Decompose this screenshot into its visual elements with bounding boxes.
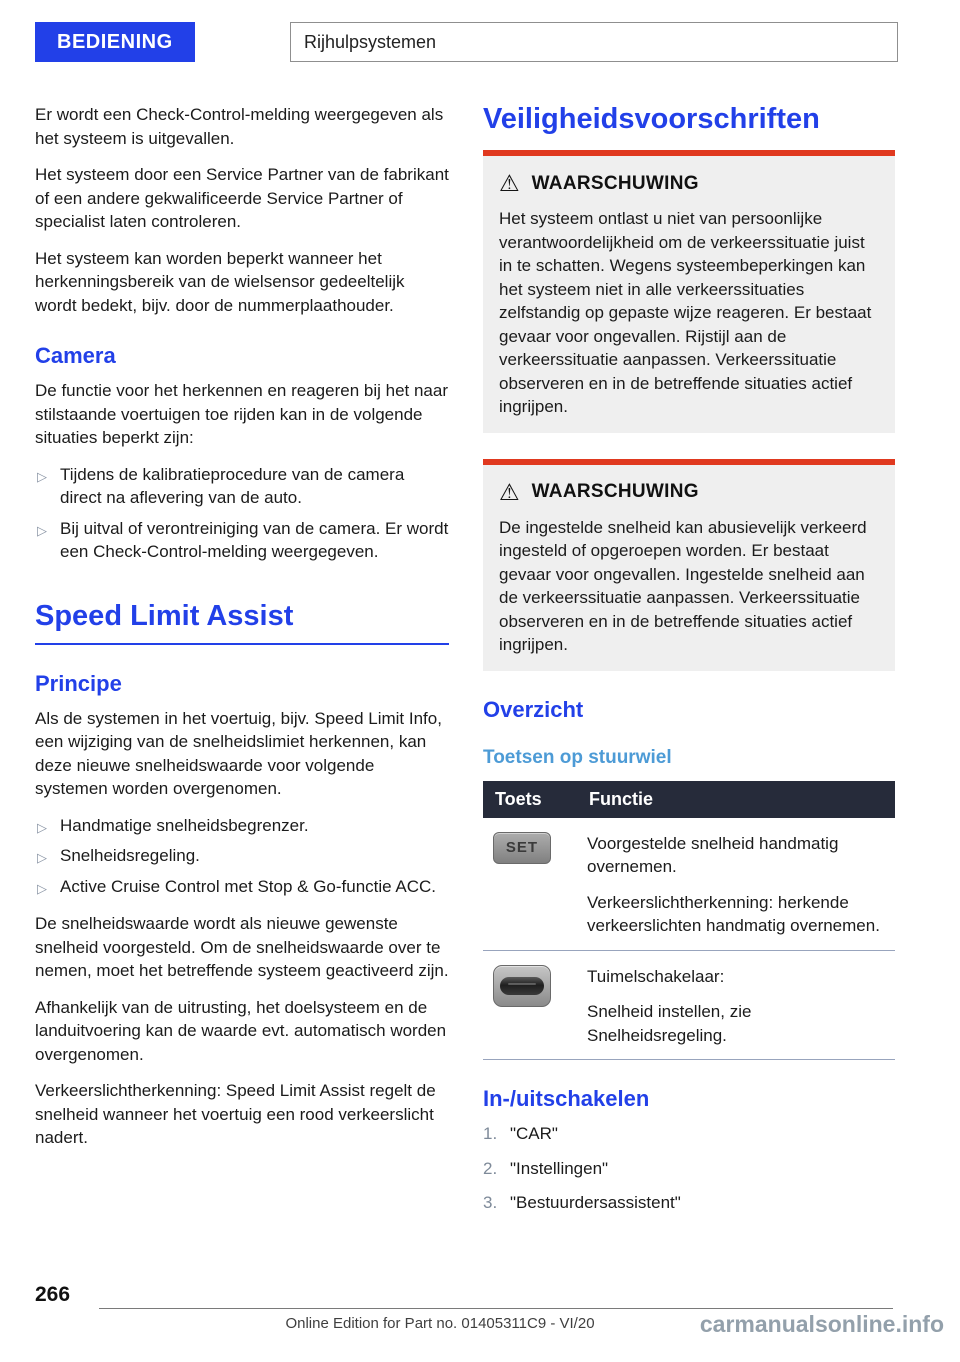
table-text-line: Snelheid instellen, zie Snelheidsregeling. [587,1002,752,1045]
heading-speed-limit-assist: Speed Limit Assist [35,600,449,645]
table-cell-text [577,950,895,1060]
rocker-switch-icon [493,965,551,1007]
warning-body: Het systeem ontlast u niet van persoonlijke verantwoordelijkheid om de verkeerssituatie juist in te schatten. Wegens systeembeperkingen kan het systeem niet in alle verkeerssituaties zelfstandig op gepaste wijze reageren. Er bestaat gevaar voor ongevallen. Rijstijl aan de verkeerssituatie aanpassen. Verkeerssituatie observeren en in de betreffende situaties actief ingrijpen. [499,209,872,416]
list-item [35,844,449,868]
table-cell-icon [483,818,577,951]
column-header-functie: Functie [577,781,895,818]
left-column [35,103,449,1163]
list-item-text: Tijdens de kalibratieprocedure van de camera direct na aflevering van de auto. [60,464,405,507]
paragraph: De snelheidswaarde wordt als nieuwe gewenste snelheid voorgesteld. Om de snelheidswaarde over te nemen, moet het betreffende systeem geactiveerd zijn. [35,914,449,980]
list-item [35,463,449,510]
set-button-icon [493,832,551,864]
list-item-text: Bij uitval of verontreiniging van de camera. Er wordt een Check-Control-melding weergegeven. [60,518,449,561]
footer-rule [99,1308,893,1309]
steering-wheel-buttons-table [483,781,895,1061]
list-item [35,875,449,899]
table-header-row [483,781,895,818]
step-number: 2. [483,1158,498,1178]
list-item-text: Active Cruise Control met Stop & Go-functie ACC. [60,876,437,896]
principe-bullet-list [35,814,449,899]
activation-steps [483,1122,895,1215]
heading-overzicht: Overzicht [483,696,584,722]
list-item [35,814,449,838]
step-label: "Instellingen" [510,1158,609,1178]
step-label: "Bestuurdersassistent" [510,1193,681,1212]
step-label: "CAR" [510,1124,558,1143]
warning-title: WAARSCHUWING [531,172,699,194]
column-header-toets: Toets [483,781,577,818]
warning-icon: ⚠ [499,478,520,505]
heading-principe: Principe [35,670,122,696]
paragraph: De functie voor het herkennen en reageren bij het naar stilstaande voertuigen toe rijden kan in de volgende situaties beperkt zijn: [35,381,448,447]
set-button-label: SET [505,839,539,856]
table-row [483,818,895,951]
paragraph: Het systeem kan worden beperkt wanneer het herkenningsbereik van de wielsensor gedeeltelijk wordt bedekt, bijv. door de nummerplaathouder. [35,248,405,315]
list-item-text: Handmatige snelheidsbegrenzer. [60,815,309,835]
camera-bullet-list [35,463,449,564]
list-item [35,517,449,564]
triangle-bullet-icon: ▷ [37,880,47,896]
watermark: carmanualsonline.info [699,1311,944,1337]
step-item [483,1157,895,1181]
triangle-bullet-icon: ▷ [37,522,47,538]
warning-icon: ⚠ [499,170,520,196]
section-badge: BEDIENING [35,22,195,62]
right-column [483,103,895,1226]
paragraph: Verkeerslichtherkenning: Speed Limit Assist regelt de snelheid wanneer het voertuig een rood verkeerslicht nadert. [35,1081,436,1147]
table-cell-text [577,818,895,951]
warning-box [483,150,895,433]
table-cell-icon [483,950,577,1060]
warning-header [499,478,879,505]
paragraph: Het systeem door een Service Partner van de fabrikant of een andere gekwalificeerde Service Partner of specialist laten controleren. [35,165,449,231]
list-item-text: Snelheidsregeling. [60,846,200,865]
edition-note: Online Edition for Part no. 01405311C9 - VI/20 [285,1315,595,1332]
page-number: 266 [35,1283,71,1306]
warning-box [483,459,895,671]
chapter-title: Rijhulpsystemen [290,22,898,62]
table-row [483,950,895,1060]
step-number: 3. [483,1193,498,1212]
step-item [483,1122,895,1146]
paragraph: Afhankelijk van de uitrusting, het doelsysteem en de landuitvoering kan de waarde evt. automatisch worden overgenomen. [35,997,447,1064]
warning-title: WAARSCHUWING [531,481,699,502]
triangle-bullet-icon: ▷ [37,468,47,484]
warning-body: De ingestelde snelheid kan abusievelijk verkeerd ingesteld of opgeroepen worden. Er bestaat gevaar voor ongevallen. Ingestelde snelheid aan de verkeerssituatie aanpassen. Verkeerssituatie observeren en in de betreffende situaties actief ingrijpen. [499,517,867,654]
heading-camera: Camera [35,343,116,368]
heading-veiligheidsvoorschriften: Veiligheidsvoorschriften [483,103,820,135]
subheading-toetsen-op-stuurwiel: Toetsen op stuurwiel [483,746,672,768]
table-text-line: Voorgestelde snelheid handmatig overnemen. [587,833,839,876]
triangle-bullet-icon: ▷ [37,819,47,835]
heading-in-uitschakelen: In-/uitschakelen [483,1086,650,1111]
paragraph: Er wordt een Check-Control-melding weergegeven als het systeem is uitgevallen. [35,105,444,148]
table-text-line: Tuimelschakelaar: [587,966,725,986]
step-item [483,1191,895,1215]
warning-header [499,172,879,195]
paragraph: Als de systemen in het voertuig, bijv. Speed Limit Info, een wijziging van de snelheidslimiet herkennen, kan deze nieuwe snelheidswaarde voor volgende systemen worden overgenomen. [35,708,442,798]
table-text-line: Verkeerslichtherkenning: herkende verkeerslichten handmatig overnemen. [587,892,880,935]
step-number: 1. [483,1124,498,1143]
triangle-bullet-icon: ▷ [37,850,47,865]
